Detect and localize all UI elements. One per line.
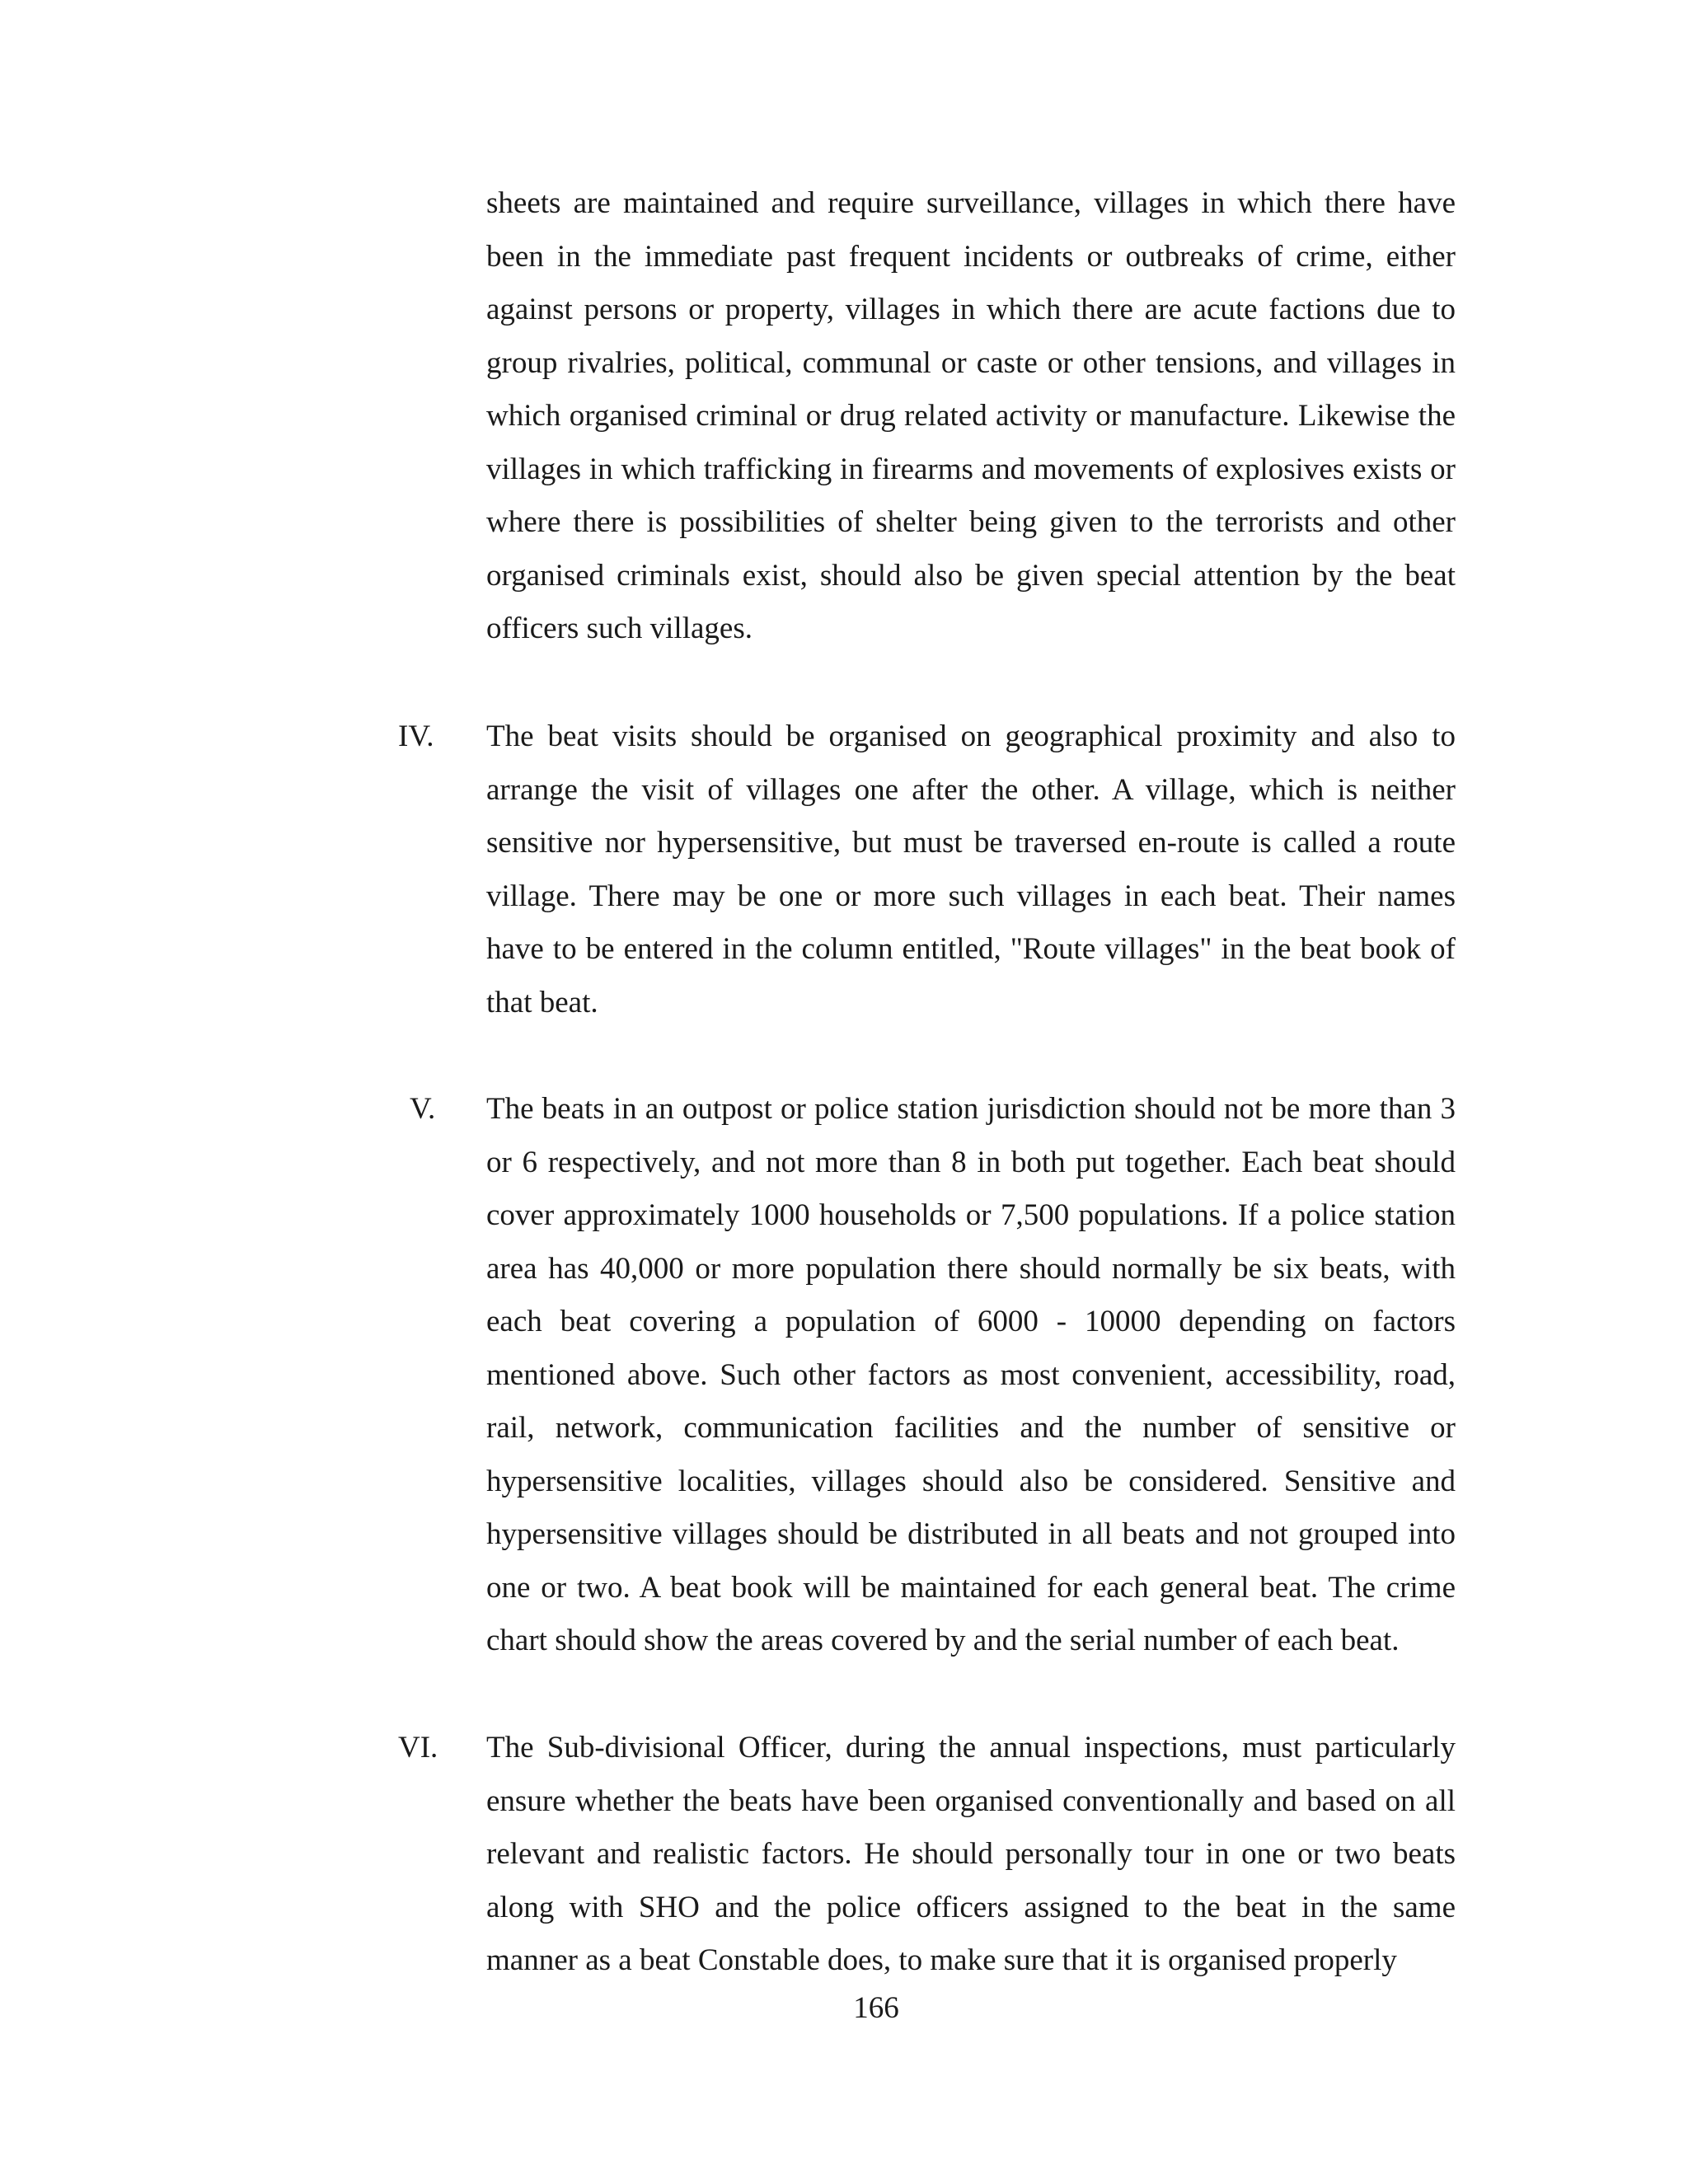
paragraph-numeral-vi: VI.	[398, 1731, 438, 1765]
paragraph-continued: sheets are maintained and require surveillance, villages in which there have been in the immediate past frequent incidents or outbreaks of crime, either against persons or property, villages in which there are acute factions due to group rivalries, political, communal or caste or other tensions, and villages in which organised criminal or drug related activity or manufacture. Likewise the villages in which trafficking in firearms and movements of explosives exists or where there is possibilities of shelter being given to the terrorists and other organised criminals exist, should also be given special attention by the beat officers such villages.	[486, 186, 1456, 645]
paragraph-vi: The Sub-divisional Officer, during the annual inspections, must particularly ensure whether the beats have been organised conventionally and based on all relevant and realistic factors. He should personally tour in one or two beats along with SHO and the police officers assigned to the beat in the same manner as a beat Constable does, to make sure that it is organised properly	[486, 1731, 1456, 1977]
paragraph-numeral-v: V.	[410, 1092, 436, 1126]
paragraph-v: The beats in an outpost or police station jurisdiction should not be more than 3 or 6 respectively, and not more than 8 in both put together. Each beat should cover approximately 1000 households or 7,500 populations. If a police station area has 40,000 or more population there should normally be six beats, with each beat covering a population of 6000 - 10000 depending on factors mentioned above. Such other factors as most convenient, accessibility, road, rail, network, communication facilities and the number of sensitive or hypersensitive localities, villages should also be considered. Sensitive and hypersensitive villages should be distributed in all beats and not grouped into one or two. A beat book will be maintained for each general beat. The crime chart should show the areas covered by and the serial number of each beat.	[486, 1092, 1456, 1657]
paragraph-iv: The beat visits should be organised on geographical proximity and also to arrange the visit of villages one after the other. A village, which is neither sensitive nor hypersensitive, but must be traversed en-route is called a route village. There may be one or more such villages in each beat. Their names have to be entered in the column entitled, "Route villages" in the beat book of that beat.	[486, 719, 1456, 1019]
paragraph-numeral-iv: IV.	[398, 719, 434, 753]
page-number: 166	[853, 1991, 899, 2025]
